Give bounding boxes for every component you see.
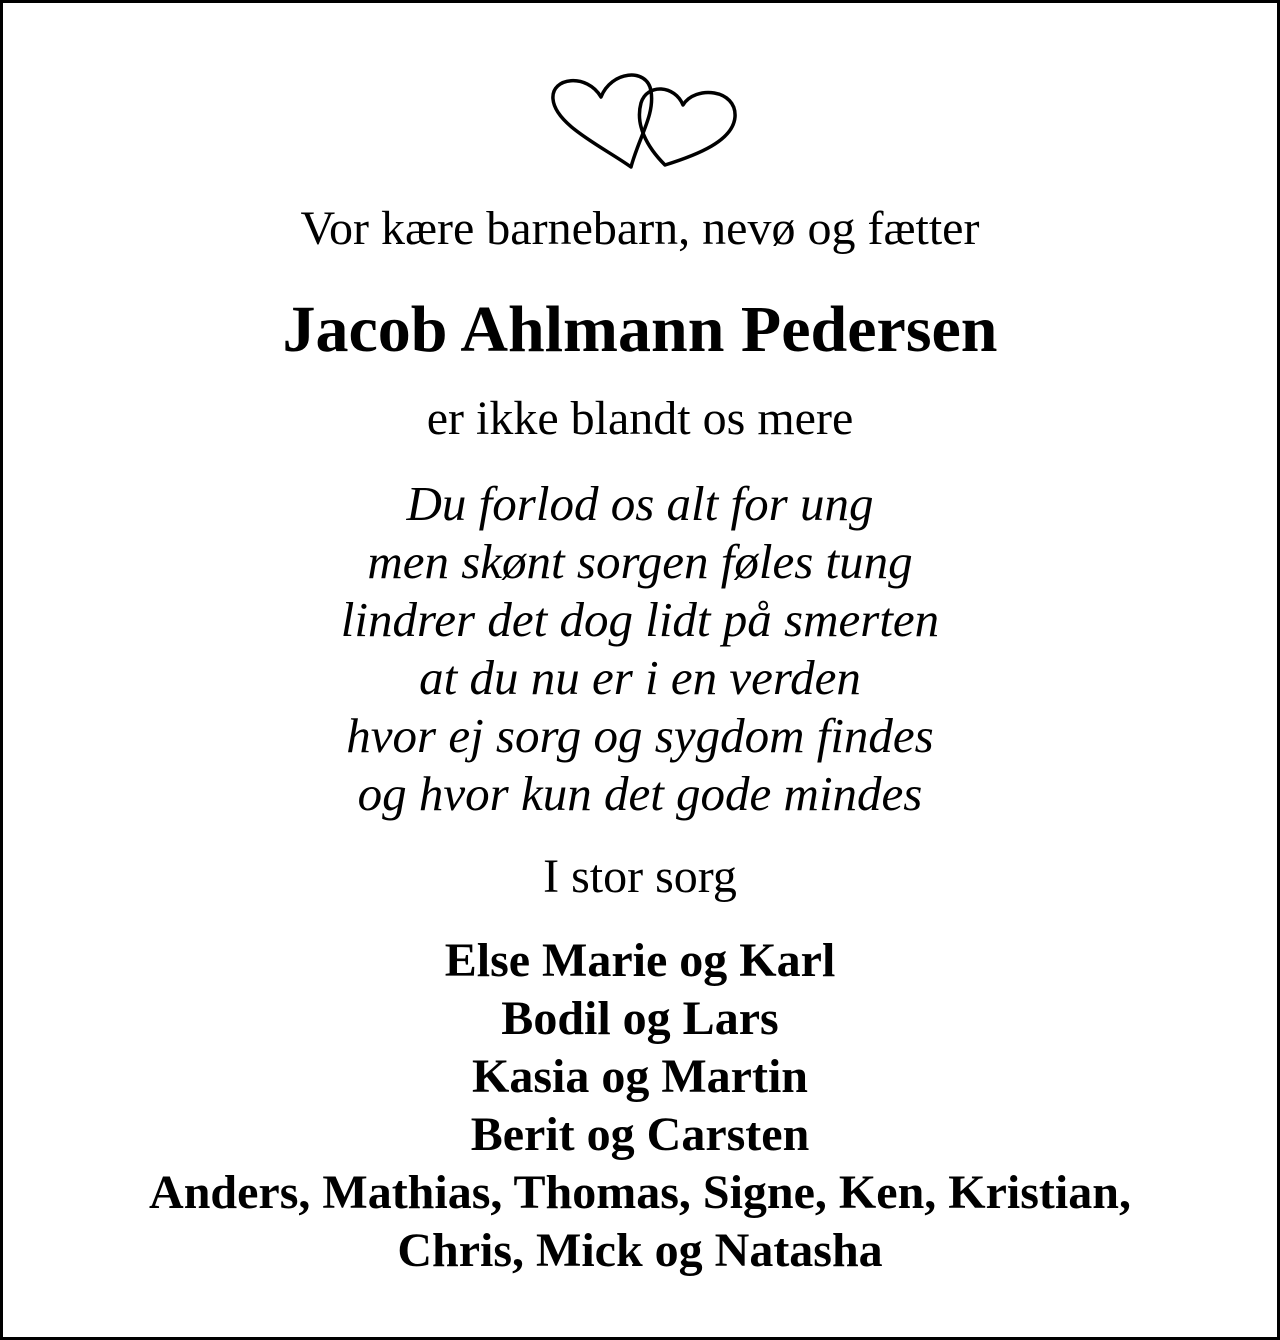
- signer-line: Chris, Mick og Natasha: [397, 1224, 883, 1277]
- sorrow-line: I stor sorg: [543, 850, 737, 903]
- signer-line: Else Marie og Karl: [444, 934, 836, 987]
- deceased-name: Jacob Ahlmann Pedersen: [282, 293, 998, 366]
- signer-line: Berit og Carsten: [470, 1108, 810, 1161]
- poem-line: Du forlod os alt for ung: [406, 476, 874, 531]
- poem-line: lindrer det dog lidt på smerten: [340, 592, 940, 647]
- poem-line: hvor ej sorg og sygdom findes: [346, 708, 934, 763]
- memorial-poem: [3, 475, 1277, 823]
- subtitle-line: er ikke blandt os mere: [426, 392, 854, 445]
- poem-line: at du nu er i en verden: [419, 650, 861, 705]
- poem-line: men skønt sorgen føles tung: [367, 534, 913, 589]
- two-hearts-icon: [543, 61, 743, 177]
- signers-list: [3, 932, 1277, 1280]
- poem-line: og hvor kun det gode mindes: [357, 766, 923, 821]
- signer-line: Bodil og Lars: [501, 992, 779, 1045]
- signer-line: Kasia og Martin: [472, 1050, 808, 1103]
- signer-line: Anders, Mathias, Thomas, Signe, Ken, Kristian,: [149, 1166, 1131, 1219]
- intro-line: Vor kære barnebarn, nevø og fætter: [300, 202, 980, 255]
